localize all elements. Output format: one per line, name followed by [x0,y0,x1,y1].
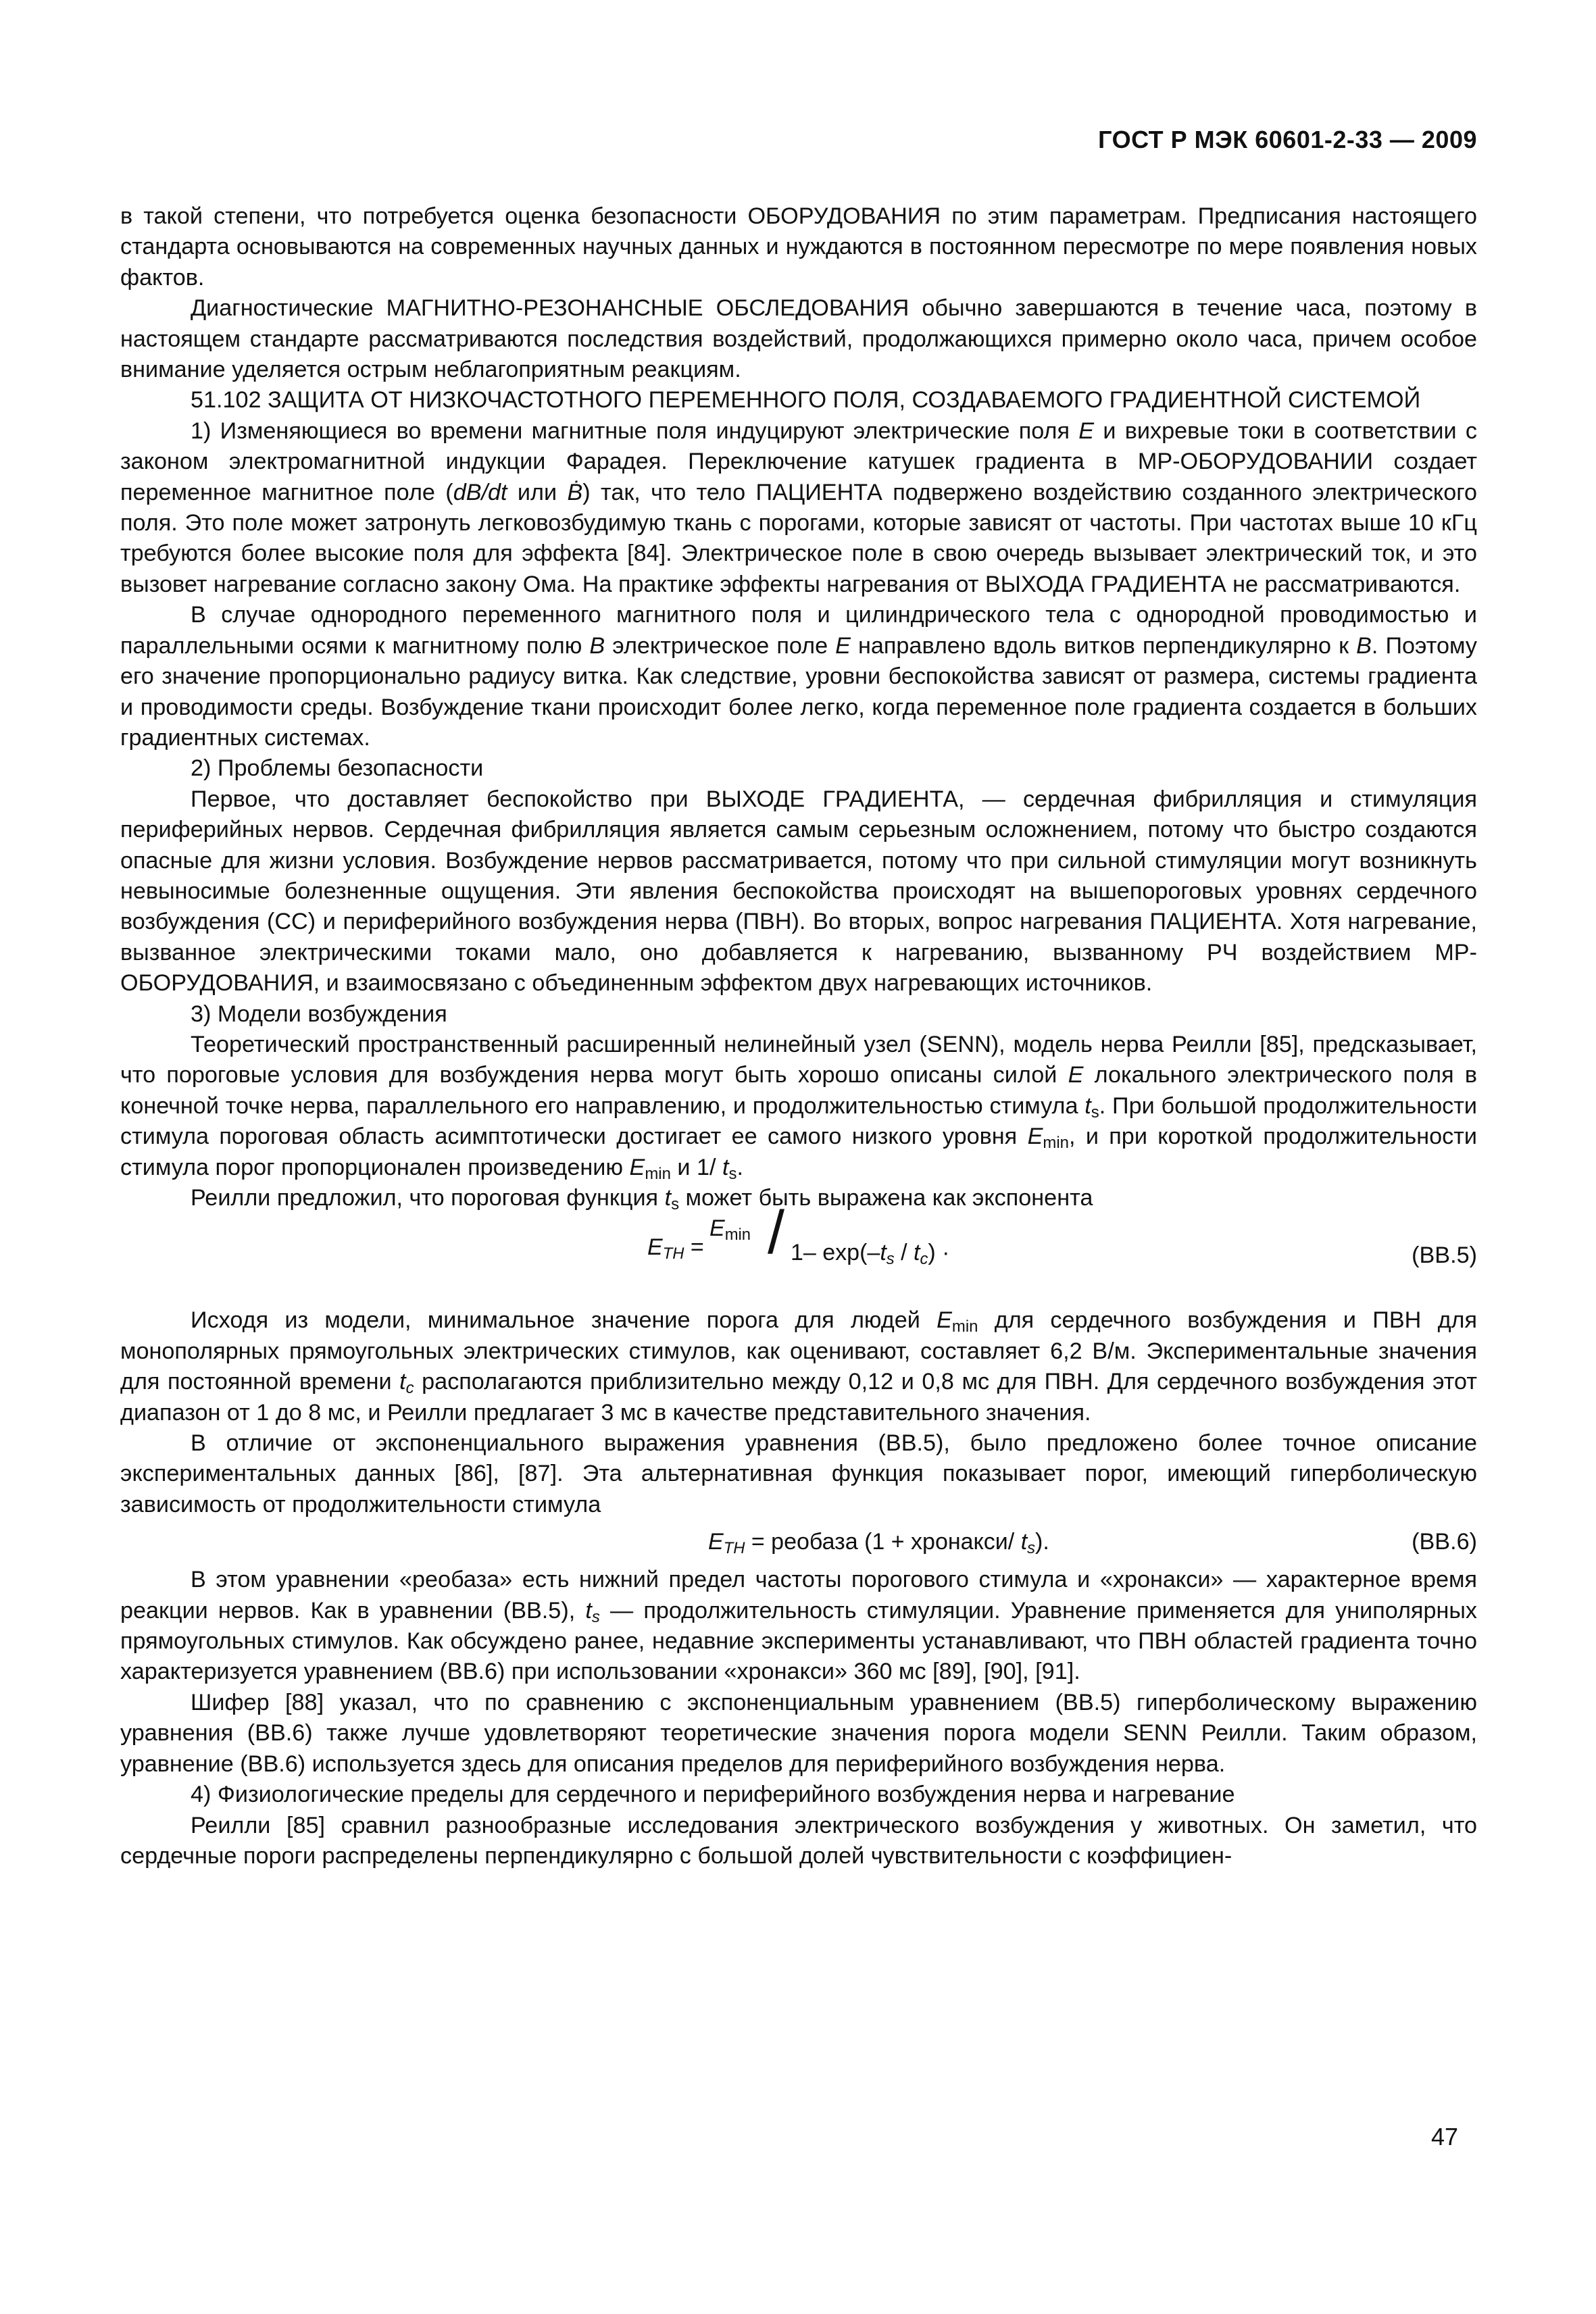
equation-expression: $E_{TH}$ = реобаза (1 + хронакси/ $t_s$). [708,1529,1049,1558]
paragraph: В этом уравнении «реобаза» есть нижний предел частоты порогового стимула и «хронакси» — характерное время реакции нервов. Как в уравнении (ВВ.5), $t_s$ — продолжительность стимуляции. Уравнение применяется для униполярных прямоугольных стимулов. Как обсуждено ранее, недавние эксперименты устанавливают, что ПВН областей градиента точно характеризуется уравнением (ВВ.6) при использовании «хронакси» 360 мс [89], [90], [91]. [120,1567,1478,1685]
paragraph: Исходя из модели, минимальное значение порога для людей $E_{min}$ для сердечного возбуждения и ПВН для монополярных прямоугольных электрических стимулов, как оценивают, составляет 6,2 В/м. Экспериментальные значения для постоянной времени $t_c$ располагаются приблизительно между 0,12 и 0,8 мс для ПВН. Для сердечного возбуждения этот диапазон от 1 до 8 мс, и Реилли предлагает 3 мс в качестве представительного значения. [120,1307,1477,1426]
paragraph: В отличие от экспоненциального выражения уравнения (ВВ.5), было предложено более точное описание экспериментальных данных [86], [87]. Эта альтернативная функция показывает порог, имеющий гиперболическую зависимость от продолжительности стимула [120,1430,1477,1517]
equation-expression: $E_{TH}$ = $E_{min}$ / 1– $\exp(-t_s / t_c)$ · [647,1199,950,1269]
document-body [120,201,1477,1871]
page-number: 47 [1431,2123,1459,2150]
paragraph: 1) Изменяющиеся во времени магнитные поля индуцируют электрические поля E и вихревые токи в соответствии с законом электромагнитной индукции Фарадея. Переключение катушек градиента в МР-ОБОРУДОВАНИИ создает переменное магнитное поле (dB/dt или Ḃ) так, что тело ПАЦИЕНТА подвержено воздействию созданного электрического поля. Это поле может затронуть легковозбудимую ткань с порогами, которые зависят от частоты. При частотах выше 10 кГц требуются более высокие поля для эффекта [84]. Электрическое поле в свою очередь вызывает электрический ток, и это вызовет нагревание согласно закону Ома. На практике эффекты нагревания от ВЫХОДА ГРАДИЕНТА не рассматриваются. [120,418,1478,597]
equation-number: (ВВ.6) [1412,1529,1477,1555]
paragraph: Теоретический пространственный расширенный нелинейный узел (SENN), модель нерва Реилли [85], предсказывает, что пороговые условия для возбуждения нерва могут быть хорошо описаны силой E локального электрического поля в конечной точке нерва, параллельного его направлению, и продолжительностью стимула $t_s$. При большой продолжительности стимула пороговая область асимптотически достигает ее самого низкого уровня $E_{min}$, и при короткой продолжительности стимула порог пропорционален произведению $E_{min}$ и 1/ $t_s$. [120,1031,1477,1183]
paragraph: Реилли предложил, что пороговая функция $t_s$ может быть выражена как экспонента [191,1185,1093,1213]
section-heading: 51.102 ЗАЩИТА ОТ НИЗКОЧАСТОТНОГО ПЕРЕМЕННОГО ПОЛЯ, СОЗДАВАЕМОГО ГРАДИЕНТНОЙ СИСТЕМОЙ [191,387,1421,413]
subsection-heading: 3) Модели возбуждения [191,1001,447,1027]
fraction-slash: / [768,1199,785,1267]
equation-bb6 [120,1520,1477,1565]
paragraph: Первое, что доставляет беспокойство при ВЫХОДЕ ГРАДИЕНТА, — сердечная фибрилляция и стимуляция периферийных нервов. Сердечная фибрилляция является самым серьезным осложнением, потому что быстро создаются опасные для жизни условия. Возбуждение нервов рассматривается, потому что при сильной стимуляции могут возникнуть невыносимые болезненные ощущения. Эти явления беспокойства происходят на вышепороговых уровнях сердечного возбуждения (СС) и периферийного возбуждения нерва (ПВН). Во вторых, вопрос нагревания ПАЦИЕНТА. Хотя нагревание, вызванное электрическими токами мало, оно добавляется к нагреванию, вызванному РЧ воздействием МР-ОБОРУДОВАНИЯ, и взаимосвязано с объединенным эффектом двух нагревающих источников. [120,786,1477,997]
fraction-denominator: 1– $\exp(-t_s / t_c)$ · [791,1240,950,1269]
paragraph: Реилли [85] сравнил разнообразные исследования электрического возбуждения у животных. Он заметил, что сердечные пороги распределены перпендикулярно с большой долей чувствительности с коэффициен- [120,1812,1477,1869]
paragraph: Шифер [88] указал, что по сравнению с экспоненциальным уравнением (ВВ.5) гиперболическому выражению уравнения (ВВ.6) также лучше удовлетворяют теоретические значения порога модели SENN Реилли. Таким образом, уравнение (ВВ.6) используется здесь для описания пределов для периферийного возбуждения нерва. [120,1689,1477,1777]
subsection-heading: 4) Физиологические пределы для сердечного и периферийного возбуждения нерва и нагревание [191,1782,1235,1808]
fraction-numerator: $E_{min}$ [709,1215,751,1244]
document-header: ГОСТ Р МЭК 60601-2-33 — 2009 [1098,126,1477,153]
equation-number: (ВВ.5) [1412,1242,1477,1269]
paragraph: Диагностические МАГНИТНО-РЕЗОНАНСНЫЕ ОБСЛЕДОВАНИЯ обычно завершаются в течение часа, поэтому в настоящем стандарте рассматриваются последствия воздействий, продолжающихся примерно около часа, причем особое внимание уделяется острым неблагоприятным реакциям. [120,295,1477,383]
subsection-heading: 2) Проблемы безопасности [191,755,484,782]
paragraph: в такой степени, что потребуется оценка безопасности ОБОРУДОВАНИЯ по этим параметрам. Предписания настоящего стандарта основываются на современных научных данных и нуждаются в постоянном пересмотре по мере появления новых фактов. [120,203,1477,291]
paragraph: В случае однородного переменного магнитного поля и цилиндрического тела с однородной проводимостью и параллельными осями к магнитному полю B электрическое поле E направлено вдоль витков перпендикулярно к B. Поэтому его значение пропорционально радиусу витка. Как следствие, уровни беспокойства зависят от размера, системы градиента и проводимости среды. Возбуждение ткани происходит более легко, когда переменное поле градиента создается в больших градиентных системах. [120,602,1477,751]
